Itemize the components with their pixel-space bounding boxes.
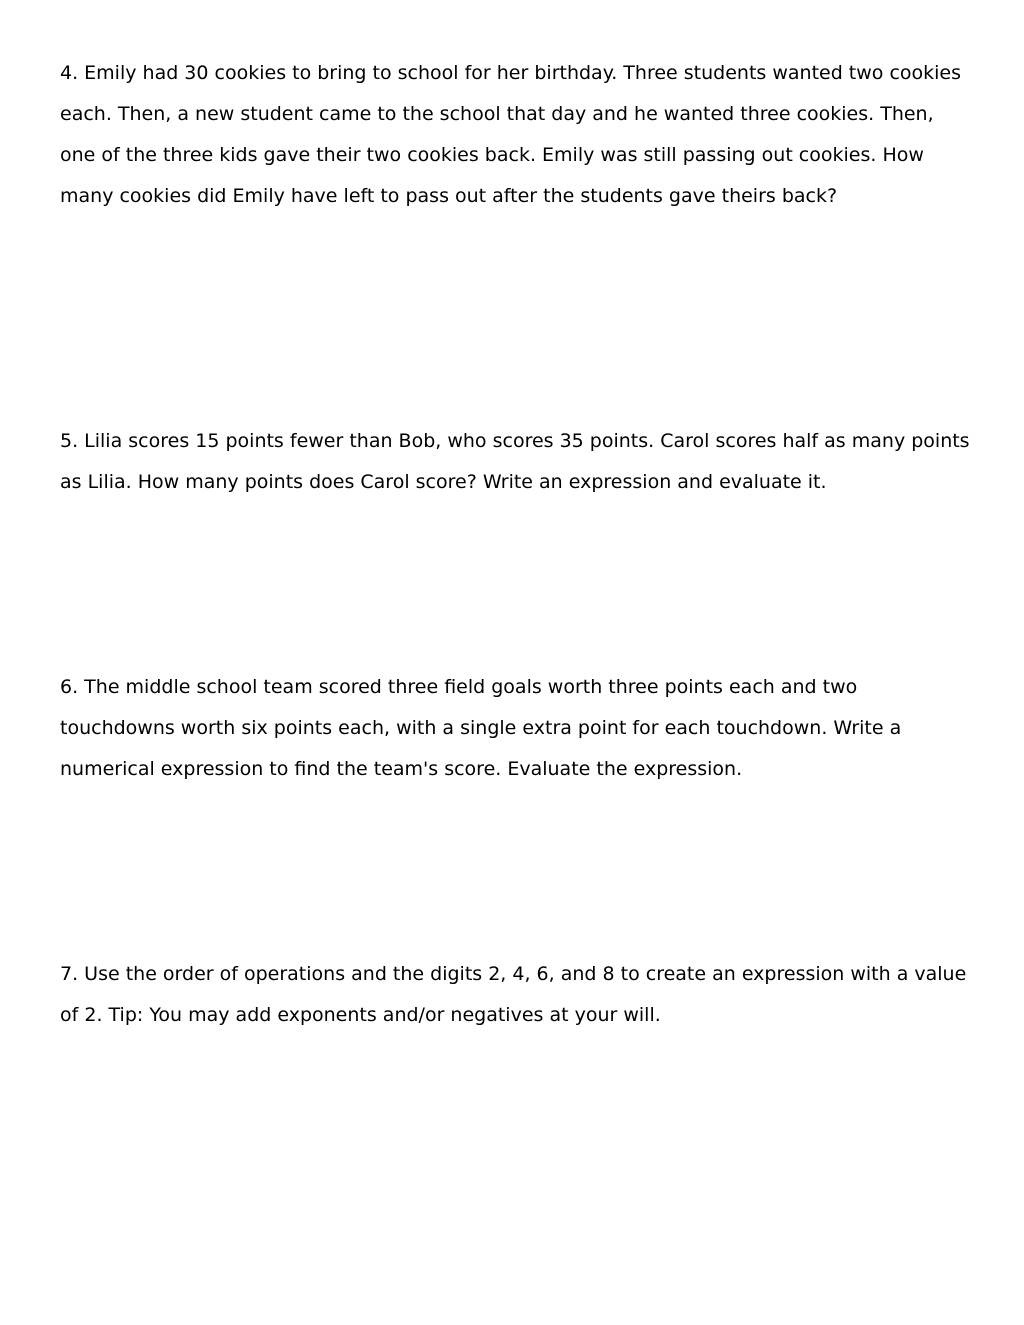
question-line: numerical expression to find the team's score. Evaluate the expression. [60, 758, 743, 780]
question-5 [60, 421, 970, 503]
question-line: many cookies did Emily have left to pass out after the students gave theirs back? [60, 185, 838, 207]
question-line: as Lilia. How many points does Carol score? Write an expression and evaluate it. [60, 471, 827, 493]
question-6 [60, 667, 930, 790]
question-line: each. Then, a new student came to the school that day and he wanted three cookies. Then, [60, 103, 934, 125]
question-line: 4. Emily had 30 cookies to bring to school for her birthday. Three students wanted two cookies [60, 62, 962, 84]
question-line: 5. Lilia scores 15 points fewer than Bob, who scores 35 points. Carol scores half as many points [60, 430, 970, 452]
question-7 [60, 954, 967, 1036]
question-line: touchdowns worth six points each, with a single extra point for each touchdown. Write a [60, 717, 902, 739]
question-4 [60, 53, 962, 217]
question-line: 7. Use the order of operations and the digits 2, 4, 6, and 8 to create an expression with a value [60, 963, 967, 985]
question-line: 6. The middle school team scored three field goals worth three points each and two [60, 676, 858, 698]
question-line: one of the three kids gave their two cookies back. Emily was still passing out cookies. How [60, 144, 924, 166]
question-line: of 2. Tip: You may add exponents and/or negatives at your will. [60, 1004, 661, 1026]
